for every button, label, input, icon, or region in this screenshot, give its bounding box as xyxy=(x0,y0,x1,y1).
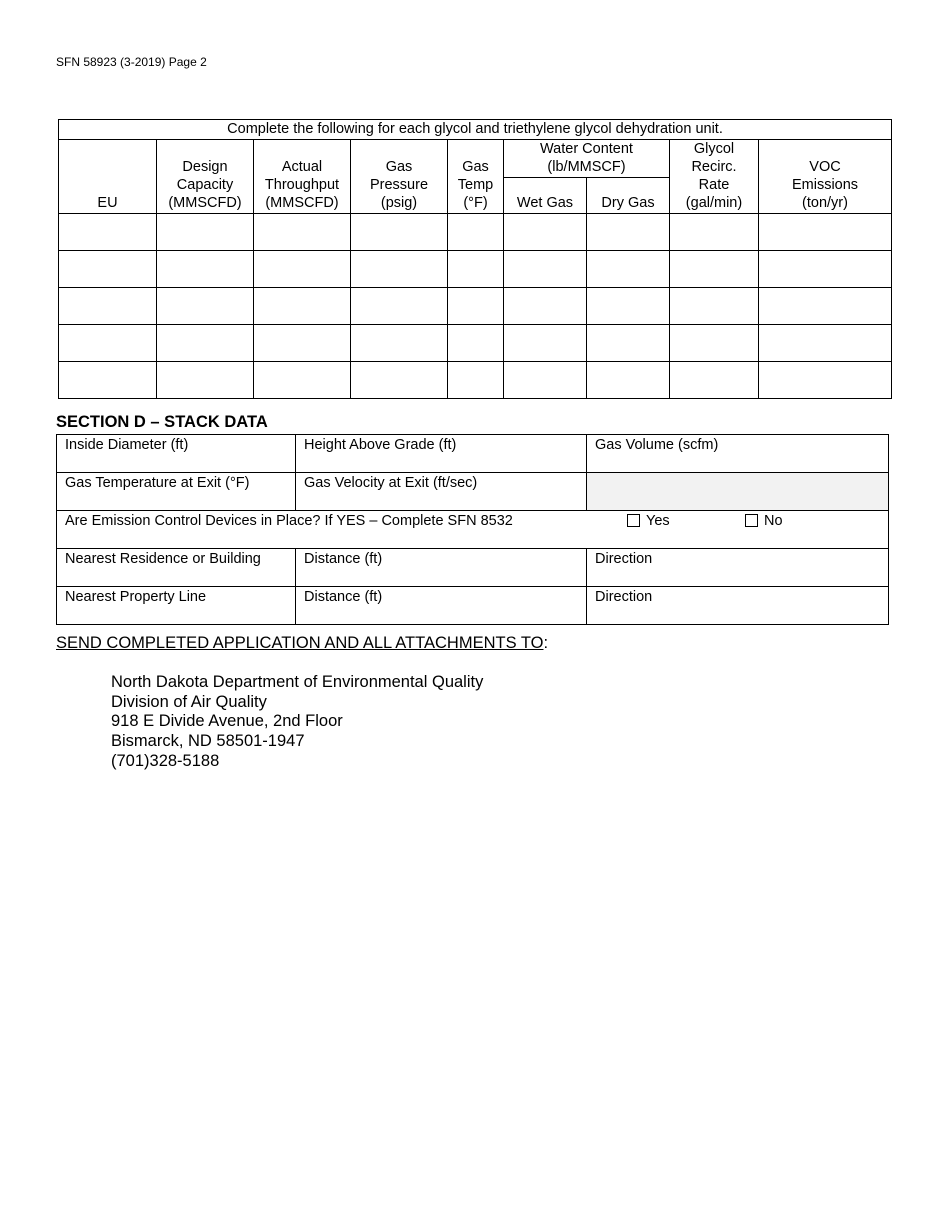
no-option[interactable] xyxy=(745,513,783,529)
header-glycol-recirc-rate xyxy=(670,140,759,214)
table-row xyxy=(59,288,892,325)
table-cell[interactable] xyxy=(157,325,254,362)
table-cell[interactable] xyxy=(351,288,448,325)
table-cell[interactable] xyxy=(157,288,254,325)
header-line: (MMSCFD) xyxy=(168,195,242,211)
table-cell[interactable] xyxy=(759,325,892,362)
table-row xyxy=(59,214,892,251)
table-cell[interactable] xyxy=(157,251,254,288)
table-cell[interactable] xyxy=(59,251,157,288)
property-line-direction-field[interactable]: Direction xyxy=(587,587,889,625)
header-dry-gas: Dry Gas xyxy=(587,178,670,214)
table-cell[interactable] xyxy=(59,362,157,399)
yes-option[interactable] xyxy=(627,513,670,529)
table-cell[interactable] xyxy=(759,251,892,288)
shaded-cell xyxy=(587,473,889,511)
no-checkbox[interactable] xyxy=(745,514,758,527)
send-to-colon: : xyxy=(543,634,549,652)
emission-control-row xyxy=(57,511,889,549)
table-cell[interactable] xyxy=(448,288,504,325)
residence-direction-field[interactable]: Direction xyxy=(587,549,889,587)
yes-checkbox[interactable] xyxy=(627,514,640,527)
header-line: Throughput xyxy=(264,177,340,193)
header-design-capacity xyxy=(157,140,254,214)
header-line: Design xyxy=(182,159,228,175)
header-line: VOC xyxy=(809,159,841,175)
table-cell[interactable] xyxy=(448,362,504,399)
header-line: Recirc. xyxy=(691,159,737,175)
header-eu: EU xyxy=(59,140,157,214)
header-line: Emissions xyxy=(791,177,859,193)
table-cell[interactable] xyxy=(587,251,670,288)
header-line: Gas xyxy=(462,159,489,175)
header-line: (ton/yr) xyxy=(802,195,848,211)
send-to-heading xyxy=(56,634,548,653)
table-cell[interactable] xyxy=(587,325,670,362)
header-line: Gas xyxy=(385,159,413,175)
header-actual-throughput xyxy=(254,140,351,214)
header-line: (MMSCFD) xyxy=(265,195,339,211)
nearest-residence-field[interactable]: Nearest Residence or Building xyxy=(57,549,296,587)
header-line: (psig) xyxy=(380,195,418,211)
table-cell[interactable] xyxy=(587,362,670,399)
address-line: Bismarck, ND 58501-1947 xyxy=(111,732,305,751)
table-cell[interactable] xyxy=(59,288,157,325)
glycol-table-title: Complete the following for each glycol and triethylene glycol dehydration unit. xyxy=(59,120,892,140)
table-cell[interactable] xyxy=(504,362,587,399)
table-row xyxy=(59,251,892,288)
stack-data-table xyxy=(56,434,889,625)
table-cell[interactable] xyxy=(670,362,759,399)
table-cell[interactable] xyxy=(670,288,759,325)
table-cell[interactable] xyxy=(254,362,351,399)
send-to-heading-text: SEND COMPLETED APPLICATION AND ALL ATTACHMENTS TO xyxy=(56,634,544,652)
form-page-id: SFN 58923 (3-2019) Page 2 xyxy=(56,55,207,69)
header-line: Temp xyxy=(457,177,494,193)
address-line: 918 E Divide Avenue, 2nd Floor xyxy=(111,712,343,731)
emission-control-question: Are Emission Control Devices in Place? If YES – Complete SFN 8532 xyxy=(65,513,513,529)
gas-volume-field[interactable]: Gas Volume (scfm) xyxy=(587,435,889,473)
table-cell[interactable] xyxy=(504,251,587,288)
header-line: (lb/MMSCF) xyxy=(547,159,626,175)
table-cell[interactable] xyxy=(351,251,448,288)
table-cell[interactable] xyxy=(587,214,670,251)
header-line: Pressure xyxy=(369,177,429,193)
height-above-grade-field[interactable]: Height Above Grade (ft) xyxy=(296,435,587,473)
header-line: Glycol xyxy=(693,141,735,157)
header-line: (gal/min) xyxy=(685,195,743,211)
table-cell[interactable] xyxy=(254,325,351,362)
header-line: Actual xyxy=(281,159,323,175)
header-line: Water Content xyxy=(540,141,633,157)
table-cell[interactable] xyxy=(759,288,892,325)
header-voc-emissions xyxy=(759,140,892,214)
table-cell[interactable] xyxy=(59,214,157,251)
table-cell[interactable] xyxy=(504,214,587,251)
table-cell[interactable] xyxy=(504,325,587,362)
table-cell[interactable] xyxy=(504,288,587,325)
header-line: Capacity xyxy=(176,177,234,193)
table-cell[interactable] xyxy=(254,214,351,251)
header-water-content xyxy=(504,140,670,178)
address-line: North Dakota Department of Environmental Quality xyxy=(111,673,484,691)
mailing-address xyxy=(111,673,483,772)
nearest-property-line-field[interactable]: Nearest Property Line xyxy=(57,587,296,625)
address-line: (701)328-5188 xyxy=(111,751,220,770)
table-row xyxy=(59,362,892,399)
residence-distance-field[interactable]: Distance (ft) xyxy=(296,549,587,587)
gas-temperature-field[interactable]: Gas Temperature at Exit (°F) xyxy=(57,473,296,511)
table-cell[interactable] xyxy=(157,214,254,251)
table-cell[interactable] xyxy=(351,214,448,251)
header-line: Rate xyxy=(698,177,730,193)
section-d-title: SECTION D – STACK DATA xyxy=(56,413,268,431)
table-cell[interactable] xyxy=(448,325,504,362)
table-cell[interactable] xyxy=(157,362,254,399)
table-cell[interactable] xyxy=(587,288,670,325)
table-cell[interactable] xyxy=(59,325,157,362)
table-row xyxy=(59,325,892,362)
header-wet-gas: Wet Gas xyxy=(504,178,587,214)
glycol-dehydration-table xyxy=(58,119,892,399)
table-cell[interactable] xyxy=(254,288,351,325)
property-line-distance-field[interactable]: Distance (ft) xyxy=(296,587,587,625)
table-cell[interactable] xyxy=(670,214,759,251)
address-line: Division of Air Quality xyxy=(111,692,267,711)
table-cell[interactable] xyxy=(670,325,759,362)
header-line: (°F) xyxy=(463,195,488,211)
table-cell[interactable] xyxy=(759,362,892,399)
table-cell[interactable] xyxy=(759,214,892,251)
table-cell[interactable] xyxy=(351,325,448,362)
header-gas-pressure xyxy=(351,140,448,214)
table-cell[interactable] xyxy=(254,251,351,288)
table-cell[interactable] xyxy=(351,362,448,399)
header-gas-temp xyxy=(448,140,504,214)
table-cell[interactable] xyxy=(448,251,504,288)
table-cell[interactable] xyxy=(670,251,759,288)
table-cell[interactable] xyxy=(448,214,504,251)
gas-velocity-field[interactable]: Gas Velocity at Exit (ft/sec) xyxy=(296,473,587,511)
no-label: No xyxy=(764,513,783,529)
inside-diameter-field[interactable]: Inside Diameter (ft) xyxy=(57,435,296,473)
yes-label: Yes xyxy=(646,513,670,529)
